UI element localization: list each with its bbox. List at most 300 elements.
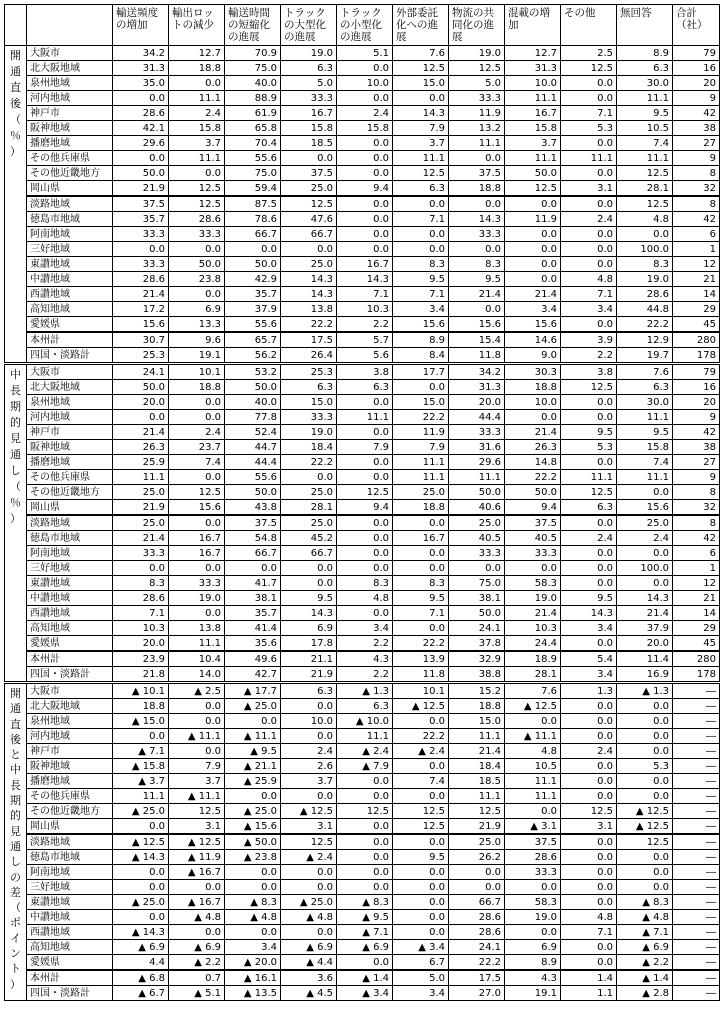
region-cell: 岡山県 [27,819,113,835]
table-row [5,970,720,986]
value-cell: 0.0 [337,531,393,546]
value-cell: 3.7 [169,774,225,789]
value-cell: 16 [673,61,720,76]
value-cell: 7.4 [169,455,225,470]
region-cell: その他近畿地方 [27,485,113,500]
value-cell: 2.2 [561,348,617,364]
value-cell: 8.9 [505,955,561,971]
value-cell: 38 [673,121,720,136]
value-cell: ▲ 7.1 [617,925,673,940]
value-cell: 2.6 [281,759,337,774]
region-cell: 北大阪地域 [27,380,113,395]
value-cell: 3.1 [281,819,337,835]
value-cell: ▲ 6.9 [169,940,225,955]
value-cell: ▲ 15.0 [113,714,169,729]
value-cell: 0.0 [561,865,617,880]
value-cell: 0.0 [449,196,505,212]
region-cell: その他兵庫県 [27,151,113,166]
value-cell: ▲ 12.5 [281,804,337,819]
value-cell: ▲ 25.0 [225,699,281,714]
value-cell: 6.3 [281,61,337,76]
value-cell: 18.8 [169,61,225,76]
region-cell: 播磨地域 [27,455,113,470]
region-cell: 本州計 [27,651,113,667]
value-cell: 3.8 [561,364,617,380]
value-cell: 15.6 [113,317,169,333]
value-cell: 0.0 [505,714,561,729]
value-cell: 14.3 [281,287,337,302]
value-cell: 3.7 [393,136,449,151]
region-cell: 神戸市 [27,106,113,121]
value-cell: 0.0 [337,955,393,971]
value-cell: 0.0 [561,196,617,212]
value-cell: 12.9 [617,332,673,348]
value-cell: 0.0 [561,515,617,531]
region-cell: 西讃地域 [27,287,113,302]
region-cell: その他近畿地方 [27,804,113,819]
value-cell: 8 [673,485,720,500]
value-cell: ― [673,834,720,850]
value-cell: 0.0 [169,561,225,576]
value-cell: 41.7 [225,576,281,591]
value-cell: 40.0 [225,395,281,410]
value-cell: 0.0 [337,196,393,212]
value-cell: 20.0 [113,636,169,652]
table-row [5,515,720,531]
value-cell: 7.1 [113,606,169,621]
value-cell: 33.3 [505,546,561,561]
value-cell: ▲ 16.1 [225,970,281,986]
table-row [5,227,720,242]
table-row [5,332,720,348]
value-cell: 11.1 [561,151,617,166]
table-row [5,212,720,227]
value-cell: 37.5 [505,515,561,531]
value-cell: 8.9 [393,332,449,348]
value-cell: 33.3 [449,227,505,242]
value-cell: 16.9 [617,667,673,683]
value-cell: 6.3 [561,500,617,516]
value-cell: 26.4 [281,348,337,364]
value-cell: 88.9 [225,91,281,106]
value-cell: 50.0 [505,485,561,500]
value-cell: ― [673,880,720,895]
value-cell: 0.7 [169,970,225,986]
value-cell: ▲ 10.0 [337,714,393,729]
value-cell: 23.7 [169,440,225,455]
value-cell: 0.0 [505,804,561,819]
table-row [5,804,720,819]
value-cell: 37.5 [449,166,505,181]
value-cell: 12.5 [169,804,225,819]
value-cell: 25.0 [281,515,337,531]
value-cell: 11.1 [169,91,225,106]
value-cell: 0.0 [169,166,225,181]
value-cell: 47.6 [281,212,337,227]
region-cell: 阿南地域 [27,546,113,561]
value-cell: 100.0 [617,242,673,257]
value-cell: 0.0 [225,561,281,576]
value-cell: 28.6 [449,925,505,940]
value-cell: 33.3 [113,546,169,561]
value-cell: 0.0 [169,744,225,759]
value-cell: 75.0 [449,576,505,591]
table-row [5,121,720,136]
value-cell: 17.2 [113,302,169,317]
table-row [5,181,720,197]
value-cell: 2.2 [337,317,393,333]
table-row [5,61,720,76]
value-cell: 28.1 [505,667,561,683]
value-cell: 23.8 [169,272,225,287]
value-cell: 25.3 [113,348,169,364]
value-cell: ― [673,819,720,835]
value-cell: 19.1 [169,348,225,364]
value-cell: 33.3 [505,865,561,880]
value-cell: 40.5 [449,531,505,546]
value-cell: ▲ 3.4 [337,986,393,1001]
table-row [5,759,720,774]
value-cell: 6.3 [393,181,449,197]
value-cell: ▲ 12.5 [169,834,225,850]
value-cell: 22.2 [393,729,449,744]
value-cell: 15.2 [449,683,505,699]
value-cell: 0.0 [337,606,393,621]
value-cell: 21.4 [113,287,169,302]
value-cell: 11.1 [113,470,169,485]
value-cell: 0.0 [617,880,673,895]
value-cell: 22.2 [281,317,337,333]
value-cell: 21.4 [113,531,169,546]
value-cell: 2.2 [337,636,393,652]
value-cell: 20 [673,395,720,410]
value-cell: ▲ 7.1 [113,744,169,759]
value-cell: 0.0 [561,410,617,425]
value-cell: 70.9 [225,46,281,61]
value-cell: 7.9 [169,759,225,774]
value-cell: 12.5 [281,196,337,212]
value-cell: 4.8 [617,212,673,227]
value-cell: 8 [673,166,720,181]
value-cell: 0.0 [337,425,393,440]
region-cell: 高知地域 [27,940,113,955]
value-cell: 55.6 [225,317,281,333]
value-cell: 0.0 [337,546,393,561]
table-row [5,531,720,546]
value-cell: 14.3 [449,212,505,227]
value-cell: 11.1 [617,470,673,485]
value-cell: 7.1 [393,212,449,227]
value-cell: ▲ 4.4 [281,955,337,971]
value-cell: 28.1 [281,500,337,516]
value-cell: 11.9 [393,425,449,440]
value-cell: ▲ 12.5 [393,699,449,714]
value-cell: 38.8 [449,667,505,683]
value-cell: 26.3 [113,440,169,455]
table-row [5,606,720,621]
value-cell: 12.5 [561,804,617,819]
value-cell: 19.0 [169,591,225,606]
value-cell: 0.0 [393,380,449,395]
table-row [5,151,720,166]
value-cell: 11.1 [393,455,449,470]
value-cell: 15.8 [617,440,673,455]
value-cell: 50.0 [225,485,281,500]
table-row [5,455,720,470]
value-cell: 15.0 [393,395,449,410]
value-cell: 33.3 [113,257,169,272]
value-cell: 0.0 [449,151,505,166]
column-header: 輸出ロットの減少 [169,5,225,46]
value-cell: 18.8 [449,181,505,197]
region-cell: 神戸市 [27,744,113,759]
value-cell: 0.0 [281,242,337,257]
value-cell: 29.6 [449,455,505,470]
value-cell: 0.0 [617,227,673,242]
value-cell: 13.3 [169,317,225,333]
region-cell: 北大阪地域 [27,699,113,714]
region-cell: 愛媛県 [27,955,113,971]
region-cell: 西讃地域 [27,925,113,940]
value-cell: 0.0 [561,561,617,576]
value-cell: 14.3 [281,272,337,287]
value-cell: 44.4 [449,410,505,425]
value-cell: 37.8 [449,636,505,652]
value-cell: 3.4 [561,667,617,683]
value-cell: 11.4 [617,651,673,667]
section-label: 中 長 期 的 見 通 し （ ％ ） [5,364,27,683]
value-cell: ▲ 2.8 [617,986,673,1001]
value-cell: 0.0 [337,865,393,880]
value-cell: 0.0 [617,744,673,759]
value-cell: 0.0 [561,759,617,774]
region-cell: 播磨地域 [27,774,113,789]
value-cell: 52.4 [225,425,281,440]
value-cell: 0.0 [561,546,617,561]
survey-table [4,4,720,1001]
value-cell: 2.4 [337,106,393,121]
value-cell: 18.5 [449,774,505,789]
table-row [5,348,720,364]
value-cell: 6.9 [505,940,561,955]
value-cell: 25.9 [113,455,169,470]
value-cell: 0.0 [561,955,617,971]
value-cell: 6.3 [617,61,673,76]
table-row [5,46,720,61]
value-cell: 11.1 [505,151,561,166]
region-cell: 河内地域 [27,729,113,744]
value-cell: 0.0 [505,925,561,940]
value-cell: 22.2 [617,317,673,333]
value-cell: ― [673,699,720,714]
value-cell: 0.0 [505,227,561,242]
value-cell: 21.8 [113,667,169,683]
value-cell: ▲ 14.3 [113,850,169,865]
value-cell: 0.0 [169,395,225,410]
region-cell: 四国・淡路計 [27,986,113,1001]
value-cell: 50.0 [505,166,561,181]
value-cell: 0.0 [393,895,449,910]
region-cell: 東讃地域 [27,257,113,272]
value-cell: 38.1 [225,591,281,606]
value-cell: 25.0 [113,485,169,500]
value-cell: 45 [673,636,720,652]
value-cell: ▲ 2.5 [169,683,225,699]
value-cell: ▲ 2.2 [169,955,225,971]
value-cell: 14.0 [169,667,225,683]
value-cell: 22.2 [449,955,505,971]
value-cell: 8.3 [449,257,505,272]
value-cell: 0.0 [393,242,449,257]
value-cell: 25.0 [449,515,505,531]
region-cell: 大阪市 [27,683,113,699]
value-cell: 11.1 [113,789,169,804]
value-cell: 0.0 [281,151,337,166]
value-cell: 7.6 [505,683,561,699]
value-cell: 7.1 [561,925,617,940]
region-cell: 阪神地域 [27,121,113,136]
value-cell: 0.0 [561,714,617,729]
region-cell: その他兵庫県 [27,789,113,804]
value-cell: 7.4 [393,774,449,789]
value-cell: 9 [673,410,720,425]
value-cell: ▲ 20.0 [225,955,281,971]
value-cell: 37.9 [617,621,673,636]
value-cell: 0.0 [225,242,281,257]
value-cell: 21.4 [505,425,561,440]
value-cell: 0.0 [561,850,617,865]
value-cell: 15.4 [449,332,505,348]
value-cell: 75.0 [225,166,281,181]
table-row [5,744,720,759]
value-cell: 6 [673,546,720,561]
value-cell: 19.1 [505,986,561,1001]
value-cell: 0.0 [449,865,505,880]
value-cell: 15.6 [449,317,505,333]
column-header: 混載の増加 [505,5,561,46]
value-cell: ▲ 6.9 [617,940,673,955]
value-cell: 53.2 [225,364,281,380]
value-cell: 8.3 [617,257,673,272]
value-cell: 7.4 [617,455,673,470]
value-cell: 17.8 [281,636,337,652]
value-cell: ▲ 2.4 [337,744,393,759]
value-cell: 35.7 [113,212,169,227]
value-cell: 9.6 [169,332,225,348]
column-header: 外部委託化への進展 [393,5,449,46]
value-cell: 6.3 [281,683,337,699]
value-cell: 0.0 [281,470,337,485]
value-cell: 0.0 [281,729,337,744]
value-cell: 280 [673,651,720,667]
value-cell: 6.3 [617,380,673,395]
value-cell: 0.0 [393,925,449,940]
value-cell: 21.1 [281,651,337,667]
region-cell: 阪神地域 [27,440,113,455]
value-cell: 0.0 [169,287,225,302]
column-header: トラックの小型化の進展 [337,5,393,46]
value-cell: ▲ 11.1 [225,729,281,744]
value-cell: ― [673,986,720,1001]
value-cell: 55.6 [225,151,281,166]
table-row [5,621,720,636]
table-row [5,940,720,955]
value-cell: 20.0 [113,395,169,410]
table-row [5,667,720,683]
table-row [5,91,720,106]
value-cell: 15.6 [169,500,225,516]
value-cell: 0.0 [281,880,337,895]
value-cell: 12.5 [337,485,393,500]
value-cell: 8.3 [337,576,393,591]
value-cell: 66.7 [225,546,281,561]
value-cell: 42 [673,531,720,546]
region-cell: 岡山県 [27,500,113,516]
value-cell: ▲ 2.4 [281,850,337,865]
value-cell: 28.6 [113,106,169,121]
value-cell: 0.0 [337,395,393,410]
value-cell: 19.0 [281,46,337,61]
value-cell: 3.4 [393,986,449,1001]
table-row [5,789,720,804]
value-cell: 77.8 [225,410,281,425]
value-cell: 35.0 [113,76,169,91]
value-cell: 15.8 [281,121,337,136]
table-row [5,576,720,591]
value-cell: 33.3 [449,425,505,440]
value-cell: 0.0 [337,515,393,531]
value-cell: 10.0 [281,714,337,729]
value-cell: ― [673,910,720,925]
value-cell: 25.0 [393,485,449,500]
value-cell: 12.5 [561,61,617,76]
value-cell: 20.0 [449,395,505,410]
value-cell: 0.0 [561,455,617,470]
value-cell: 78.6 [225,212,281,227]
value-cell: 0.0 [225,925,281,940]
value-cell: ▲ 6.8 [113,970,169,986]
value-cell: 3.4 [225,940,281,955]
value-cell: 7.1 [337,287,393,302]
region-cell: 河内地域 [27,410,113,425]
value-cell: ▲ 12.5 [113,834,169,850]
region-cell: 四国・淡路計 [27,348,113,364]
value-cell: 0.0 [169,515,225,531]
region-cell: 大阪市 [27,364,113,380]
region-cell: 徳島市地域 [27,531,113,546]
value-cell: 15.6 [617,500,673,516]
value-cell: 4.8 [505,744,561,759]
value-cell: 6.3 [337,380,393,395]
value-cell: 0.0 [113,561,169,576]
value-cell: 6.3 [281,380,337,395]
value-cell: ▲ 1.3 [337,683,393,699]
value-cell: ▲ 25.0 [113,804,169,819]
value-cell: 31.3 [505,61,561,76]
value-cell: 13.8 [169,621,225,636]
value-cell: 59.4 [225,181,281,197]
value-cell: 37.5 [281,166,337,181]
value-cell: ▲ 8.3 [617,895,673,910]
value-cell: ▲ 1.4 [337,970,393,986]
value-cell: 11.1 [561,470,617,485]
table-row [5,683,720,699]
value-cell: 11.9 [505,212,561,227]
value-cell: 23.9 [113,651,169,667]
value-cell: 0.0 [337,242,393,257]
value-cell: 5.4 [561,651,617,667]
value-cell: 4.3 [505,970,561,986]
